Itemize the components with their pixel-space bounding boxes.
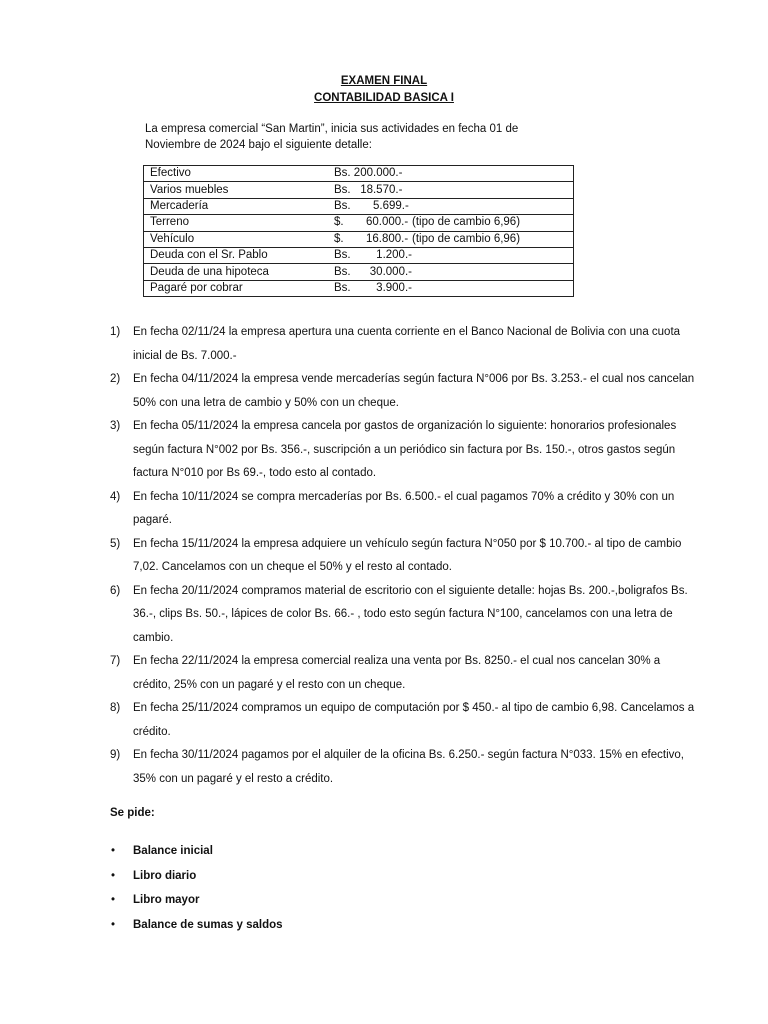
item-number: 1) [110, 326, 121, 338]
asset-amount-value: $. 60.000.- [334, 216, 409, 229]
list-item [110, 891, 283, 916]
requirement-text: Balance de sumas y saldos [133, 918, 283, 931]
list-item [110, 916, 283, 941]
asset-note: (tipo de cambio 6,96) [412, 216, 521, 229]
bullet-icon: • [111, 869, 116, 882]
table-row [144, 182, 574, 198]
item-number: 9) [110, 749, 121, 761]
asset-amount-value: Bs. 1.200.- [334, 249, 412, 262]
item-text: En fecha 05/11/2024 la empresa cancela por gastos de organización lo siguiente: honorarios profesionales según factura N°002 por Bs. 356.-, suscripción a un periódico sin factura por Bs. 150.-, otros gastos según factura N°010 por Bs 69.-, todo esto al contado. [133, 420, 677, 479]
requirement-text: Libro mayor [133, 894, 200, 906]
asset-amount-value: $. 16.800.- [334, 232, 409, 245]
asset-amount [328, 247, 559, 263]
requirement-text: Libro diario [133, 869, 197, 882]
item-text: En fecha 30/11/2024 pagamos por el alquiler de la oficina Bs. 6.250.- según factura N°033. 15% en efectivo, 35% con un pagaré y el resto a crédito. [133, 749, 684, 785]
item-text: En fecha 02/11/24 la empresa apertura una cuenta corriente en el Banco Nacional de Bolivia con una cuota inicial de Bs. 7.000.- [133, 326, 681, 362]
item-number: 3) [110, 420, 121, 432]
item-text: En fecha 15/11/2024 la empresa adquiere un vehículo según factura N°050 por $ 10.700.- al tipo de cambio 7,02. Cancelamos con un cheque el 50% y el resto al contado. [133, 537, 682, 573]
asset-amount [328, 215, 559, 231]
table-row [144, 280, 574, 296]
item-text: En fecha 25/11/2024 compramos un equipo de computación por $ 450.- al tipo de cambio 6,98. Cancelamos a crédito. [133, 702, 695, 738]
item-text: En fecha 22/11/2024 la empresa comercial realiza una venta por Bs. 8250.- el cual nos cancelan 30% a crédito, 25% con un pagaré y el resto con un cheque. [133, 655, 661, 691]
list-item [110, 867, 283, 892]
table-row [144, 231, 574, 247]
item-number: 7) [110, 655, 121, 667]
exam-title: EXAMEN FINAL [340, 75, 428, 87]
asset-amount-value: Bs. 30.000.- [334, 265, 412, 278]
intro-line-1: La empresa comercial “San Martin”, inicia sus actividades en fecha 01 de [145, 123, 519, 135]
asset-amount [328, 198, 559, 214]
bullet-icon: • [111, 894, 116, 906]
asset-name: Mercadería [144, 198, 329, 214]
item-text: En fecha 04/11/2024 la empresa vende mercaderías según factura N°006 por Bs. 3.253.- el cual nos cancelan 50% con una letra de cambio y 50% con un cheque. [133, 373, 695, 409]
list-item [110, 842, 283, 867]
asset-name: Deuda con el Sr. Pablo [144, 247, 329, 263]
item-number: 5) [110, 537, 121, 550]
asset-name: Efectivo [144, 166, 329, 182]
item-number: 6) [110, 584, 121, 597]
table-row [144, 264, 574, 280]
list-item [110, 486, 700, 533]
asset-amount-value: Bs. 200.000.- [334, 167, 403, 180]
asset-name: Pagaré por cobrar [144, 280, 329, 296]
bullet-icon: • [111, 845, 116, 857]
item-number: 8) [110, 702, 121, 714]
requirements-heading: Se pide: [110, 807, 155, 819]
asset-name: Varios muebles [144, 182, 329, 198]
asset-name: Vehículo [144, 231, 329, 247]
asset-amount [328, 182, 559, 198]
intro-line-2: Noviembre de 2024 bajo el siguiente detalle: [145, 139, 372, 151]
course-title: CONTABILIDAD BASICA I [314, 92, 454, 104]
transactions-list [110, 321, 700, 791]
item-text: En fecha 20/11/2024 compramos material de escritorio con el siguiente detalle: hojas Bs. 200.-,boligrafos Bs. 36.-, clips Bs. 50.-, lápices de color Bs. 66.- , todo esto según factura N°100, cancelamos con una letra de cambio. [133, 584, 688, 644]
bullet-icon: • [111, 918, 116, 931]
item-number: 4) [110, 490, 121, 503]
requirements-list [110, 842, 283, 940]
item-text: En fecha 10/11/2024 se compra mercaderías por Bs. 6.500.- el cual pagamos 70% a crédito y 30% con un pagaré. [133, 490, 675, 526]
list-item [110, 697, 700, 744]
list-item [110, 650, 700, 697]
asset-amount-value: Bs. 18.570.- [334, 183, 403, 196]
initial-assets-table [143, 165, 574, 297]
asset-name: Terreno [144, 215, 329, 231]
asset-amount [328, 231, 559, 247]
list-item [110, 321, 700, 368]
asset-note: (tipo de cambio 6,96) [412, 232, 521, 245]
table-row [144, 198, 574, 214]
requirement-text: Balance inicial [133, 845, 213, 857]
item-number: 2) [110, 373, 121, 385]
asset-amount-value: Bs. 3.900.- [334, 281, 412, 294]
table-row [144, 247, 574, 263]
asset-amount [328, 264, 559, 280]
asset-amount-value: Bs. 5.699.- [334, 199, 409, 212]
asset-amount [328, 280, 559, 296]
table-row [144, 166, 574, 182]
list-item [110, 580, 700, 651]
list-item [110, 533, 700, 580]
list-item [110, 368, 700, 415]
asset-name: Deuda de una hipoteca [144, 264, 329, 280]
list-item [110, 744, 700, 791]
table-row [144, 215, 574, 231]
list-item [110, 415, 700, 486]
asset-amount [328, 166, 559, 182]
